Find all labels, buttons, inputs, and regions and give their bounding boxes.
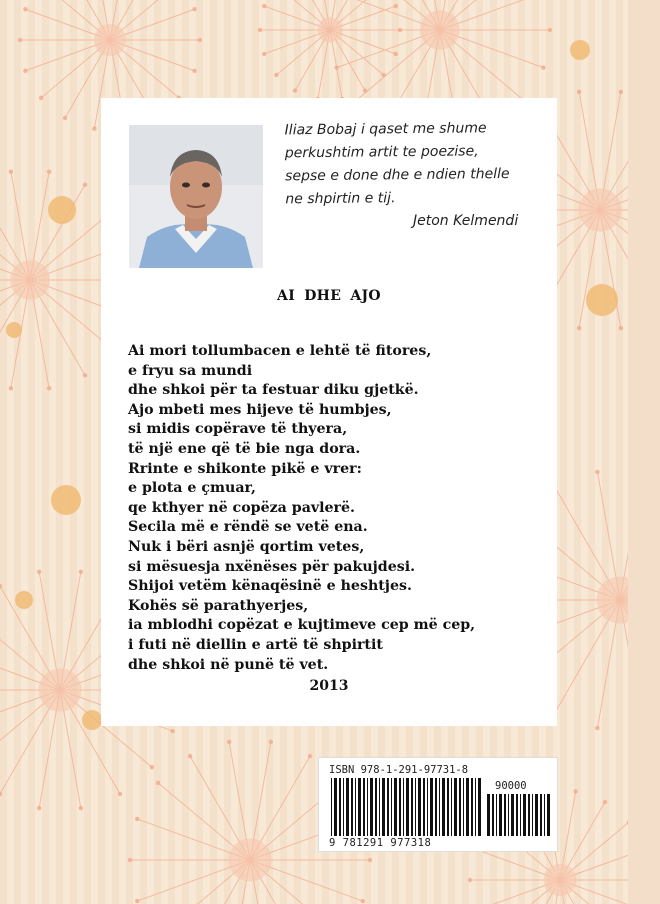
- cover-edge: [628, 0, 660, 904]
- quote-author: Jeton Kelmendi: [413, 213, 519, 229]
- poem-body: [128, 342, 548, 675]
- poem-line: si mësuesja nxënëses për pakujdesi.: [128, 558, 416, 575]
- poem-line: si midis copërave të thyera,: [128, 421, 348, 438]
- back-cover-panel: [101, 98, 557, 726]
- poem-line: Ajo mbeti mes hijeve të humbjes,: [128, 401, 392, 418]
- poem-line: të një ene që të bie nga dora.: [128, 440, 361, 457]
- poem-title: AI DHE AJO: [277, 288, 381, 304]
- poem-line: Shijoi vetëm kënaqësinë e heshtjes.: [128, 578, 412, 595]
- author-photo: [129, 125, 263, 268]
- quote-line: sepse e done dhe e ndien thelle: [285, 166, 510, 185]
- quote-line: ne shpirtin e tij.: [285, 190, 396, 208]
- isbn-label: ISBN 978-1-291-97731-8: [329, 764, 469, 776]
- poem-line: e fryu sa mundi: [128, 362, 253, 379]
- barcode-bars: [331, 778, 481, 836]
- poem-line: i futi në diellin e artë të shpirtit: [128, 636, 383, 653]
- addon-barcode-bars: [487, 794, 551, 836]
- endorsement-quote: [285, 117, 546, 212]
- poem-line: dhe shkoi në punë të vet.: [128, 656, 329, 673]
- quote-line: perkushtim artit te poezise,: [284, 143, 479, 162]
- barcode-digits: 9 781291 977318: [329, 837, 432, 849]
- poem-line: Rrinte e shikonte pikë e vrer:: [128, 460, 362, 477]
- poem-line: qe kthyer në copëza pavlerë.: [128, 499, 355, 516]
- poem-year: 2013: [309, 678, 349, 694]
- poem-line: Nuk i bëri asnjë qortim vetes,: [128, 538, 365, 555]
- poem-line: e plota e çmuar,: [128, 480, 256, 497]
- poem-line: ia mblodhi copëzat e kujtimeve cep më cep,: [128, 617, 476, 634]
- isbn-barcode: [318, 757, 558, 852]
- quote-line: Iliaz Bobaj i qaset me shume: [284, 120, 487, 139]
- poem-line: Ai mori tollumbacen e lehtë të fitores,: [128, 343, 432, 359]
- poem-line: dhe shkoi për ta festuar diku gjetkë.: [128, 382, 419, 399]
- poem-line: Kohës së parathyerjes,: [128, 597, 309, 614]
- poem-line: Secila më e rëndë se vetë ena.: [128, 519, 368, 536]
- addon-price-code: 90000: [495, 780, 527, 792]
